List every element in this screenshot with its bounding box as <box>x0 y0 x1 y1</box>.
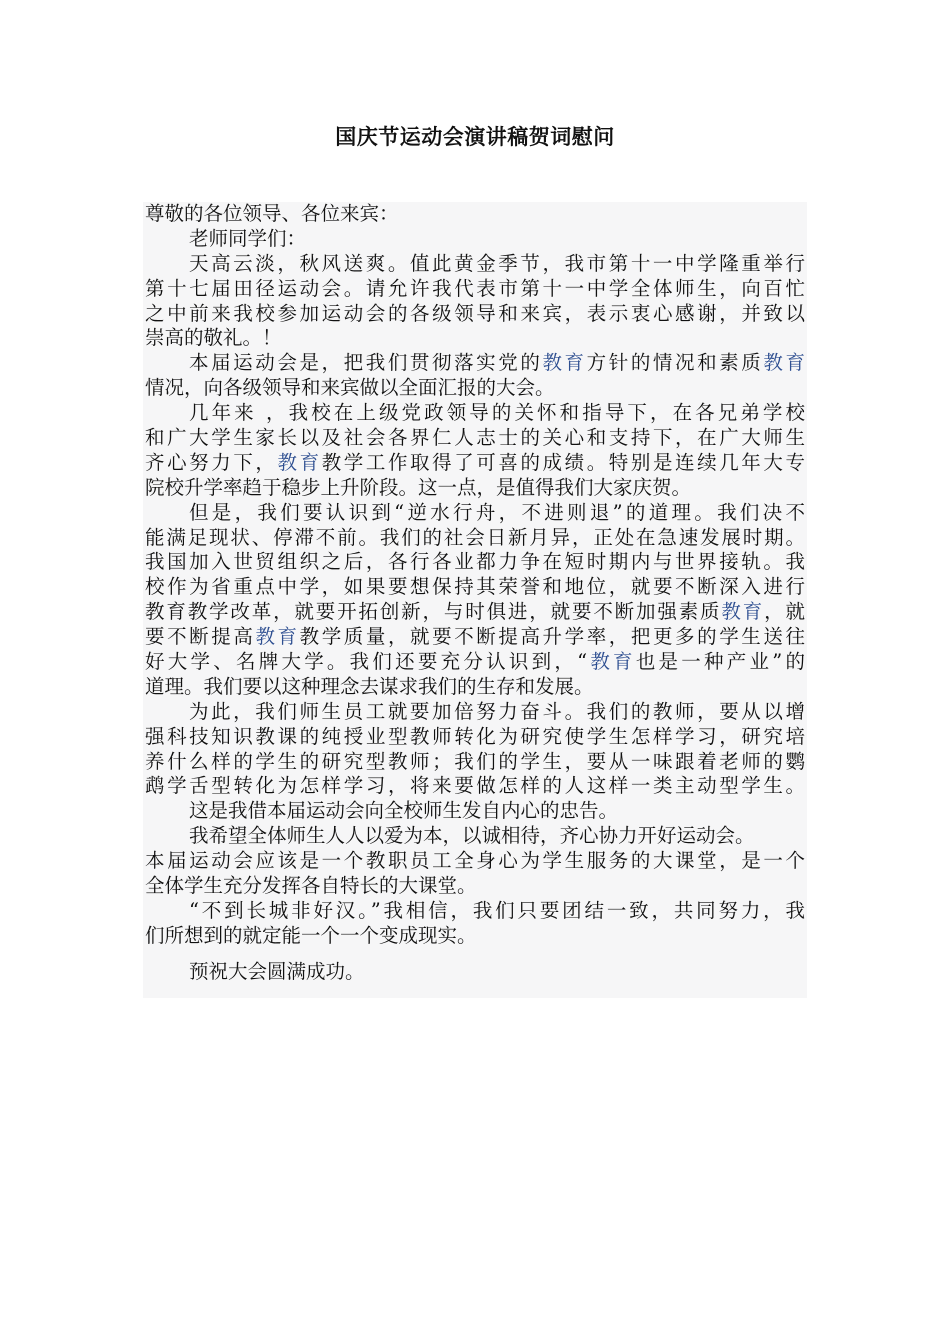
text-line <box>145 924 805 949</box>
text-run: 齐心努力下， <box>145 450 278 474</box>
text-run: 能满足现状、停滞不前。我们的社会日新月异，正处在急速发展时期。 <box>145 525 805 549</box>
text-run: 也是一种产业”的 <box>635 650 805 674</box>
text-run: 但是，我们要认识到“逆水行舟，不进则退”的道理。我们决不 <box>189 500 805 524</box>
text-line <box>145 451 805 476</box>
page-title: 国庆节运动会演讲稿贺词慰问 <box>335 124 615 149</box>
text-line <box>145 351 805 376</box>
text-line <box>145 849 805 874</box>
keyword-link[interactable]: 教育 <box>542 351 587 375</box>
text-run: 方针的情况和素质 <box>586 351 764 375</box>
text-line <box>145 799 805 824</box>
text-run: 强科技知识教课的纯授业型教师转化为研究使学生怎样学习，研究培 <box>145 724 805 748</box>
text-line <box>145 774 805 799</box>
text-line <box>145 227 805 252</box>
text-line <box>145 476 805 501</box>
text-line <box>145 725 805 750</box>
text-line <box>145 824 805 849</box>
keyword-link[interactable]: 教育 <box>587 650 636 674</box>
text-line <box>145 575 805 600</box>
text-line <box>145 675 805 700</box>
text-line <box>145 650 805 675</box>
text-run: 老师同学们： <box>189 226 307 250</box>
text-run: 全体学生充分发挥各自特长的大课堂。 <box>145 874 477 898</box>
text-line <box>145 252 805 277</box>
text-run: 院校升学率趋于稳步上升阶段。这一点，是值得我们大家庆贺。 <box>145 475 692 499</box>
text-run: 这是我借本届运动会向全校师生发自内心的忠告。 <box>189 799 619 823</box>
text-line <box>145 376 805 401</box>
text-run: 之中前来我校参加运动会的各级领导和来宾，表示衷心感谢，并致以 <box>145 301 805 325</box>
text-line <box>145 550 805 575</box>
text-line <box>145 526 805 551</box>
text-run: 教育教学改革，就要开拓创新，与时俱进，就要不断加强素质 <box>145 600 722 624</box>
text-run: 教学质量，就要不断提高升学率，把更多的学生送往 <box>299 625 805 649</box>
text-run: 情况，向各级领导和来宾做以全面汇报的大会。 <box>145 376 555 400</box>
text-line <box>145 700 805 725</box>
text-line <box>145 302 805 327</box>
text-run: 教学工作取得了可喜的成绩。特别是连续几年大专 <box>321 450 805 474</box>
text-line <box>145 874 805 899</box>
text-run: ，就 <box>764 600 805 624</box>
text-run: 鹉学舌型转化为怎样学习，将来要做怎样的人这样一类主动型学生。 <box>145 774 805 798</box>
text-line <box>145 501 805 526</box>
keyword-link[interactable]: 教育 <box>721 600 765 624</box>
text-line <box>145 750 805 775</box>
text-run: 为此，我们师生员工就要加倍努力奋斗。我们的教师，要从以增 <box>189 699 805 723</box>
text-run: 本届运动会应该是一个教职员工全身心为学生服务的大课堂，是一个 <box>145 849 805 873</box>
text-line <box>145 600 805 625</box>
text-line <box>145 899 805 924</box>
text-line <box>145 625 805 650</box>
text-run: 道理。我们要以这种理念去谋求我们的生存和发展。 <box>145 674 594 698</box>
text-line <box>145 277 805 302</box>
text-line <box>145 426 805 451</box>
text-line <box>145 960 805 985</box>
text-run: 们所想到的就定能一个一个变成现实。 <box>145 923 477 947</box>
text-run: “不到长城非好汉。”我相信，我们只要团结一致，共同努力，我 <box>189 898 805 922</box>
text-run: 第十七届田径运动会。请允许我代表市第十一中学全体师生，向百忙 <box>145 276 805 300</box>
text-line <box>145 401 805 426</box>
text-run: 和广大学生家长以及社会各界仁人志士的关心和支持下，在广大师生 <box>145 426 805 450</box>
text-run: 要不断提高 <box>145 625 256 649</box>
text-run: 校作为省重点中学，如果要想保持其荣誉和地位，就要不断深入进行 <box>145 575 805 599</box>
speech-body <box>143 202 807 998</box>
text-run: 预祝大会圆满成功。 <box>189 959 365 983</box>
text-run: 尊敬的各位领导、各位来宾： <box>145 202 399 225</box>
text-run: 几年来 ，我校在上级党政领导的关怀和指导下，在各兄弟学校 <box>189 401 805 425</box>
text-run: 养什么样的学生的研究型教师；我们的学生，要从一味跟着老师的鹦 <box>145 749 805 773</box>
text-run: 我国加入世贸组织之后，各行各业都力争在短时期内与世界接轨。我 <box>145 550 805 574</box>
text-run: 我希望全体师生人人以爱为本，以诚相待，齐心协力开好运动会。 <box>189 824 755 848</box>
text-line <box>145 202 805 227</box>
text-run: 本届运动会是，把我们贯彻落实党的 <box>189 351 543 375</box>
text-run: 天高云淡，秋风送爽。值此黄金季节，我市第十一中学隆重举行 <box>189 251 805 275</box>
keyword-link[interactable]: 教育 <box>277 450 322 474</box>
text-run: 好大学、名牌大学。我们还要充分认识到，“ <box>145 650 588 674</box>
keyword-link[interactable]: 教育 <box>763 351 805 375</box>
keyword-link[interactable]: 教育 <box>255 625 300 649</box>
text-line <box>145 326 805 351</box>
text-run: 崇高的敬礼。！ <box>145 326 282 350</box>
